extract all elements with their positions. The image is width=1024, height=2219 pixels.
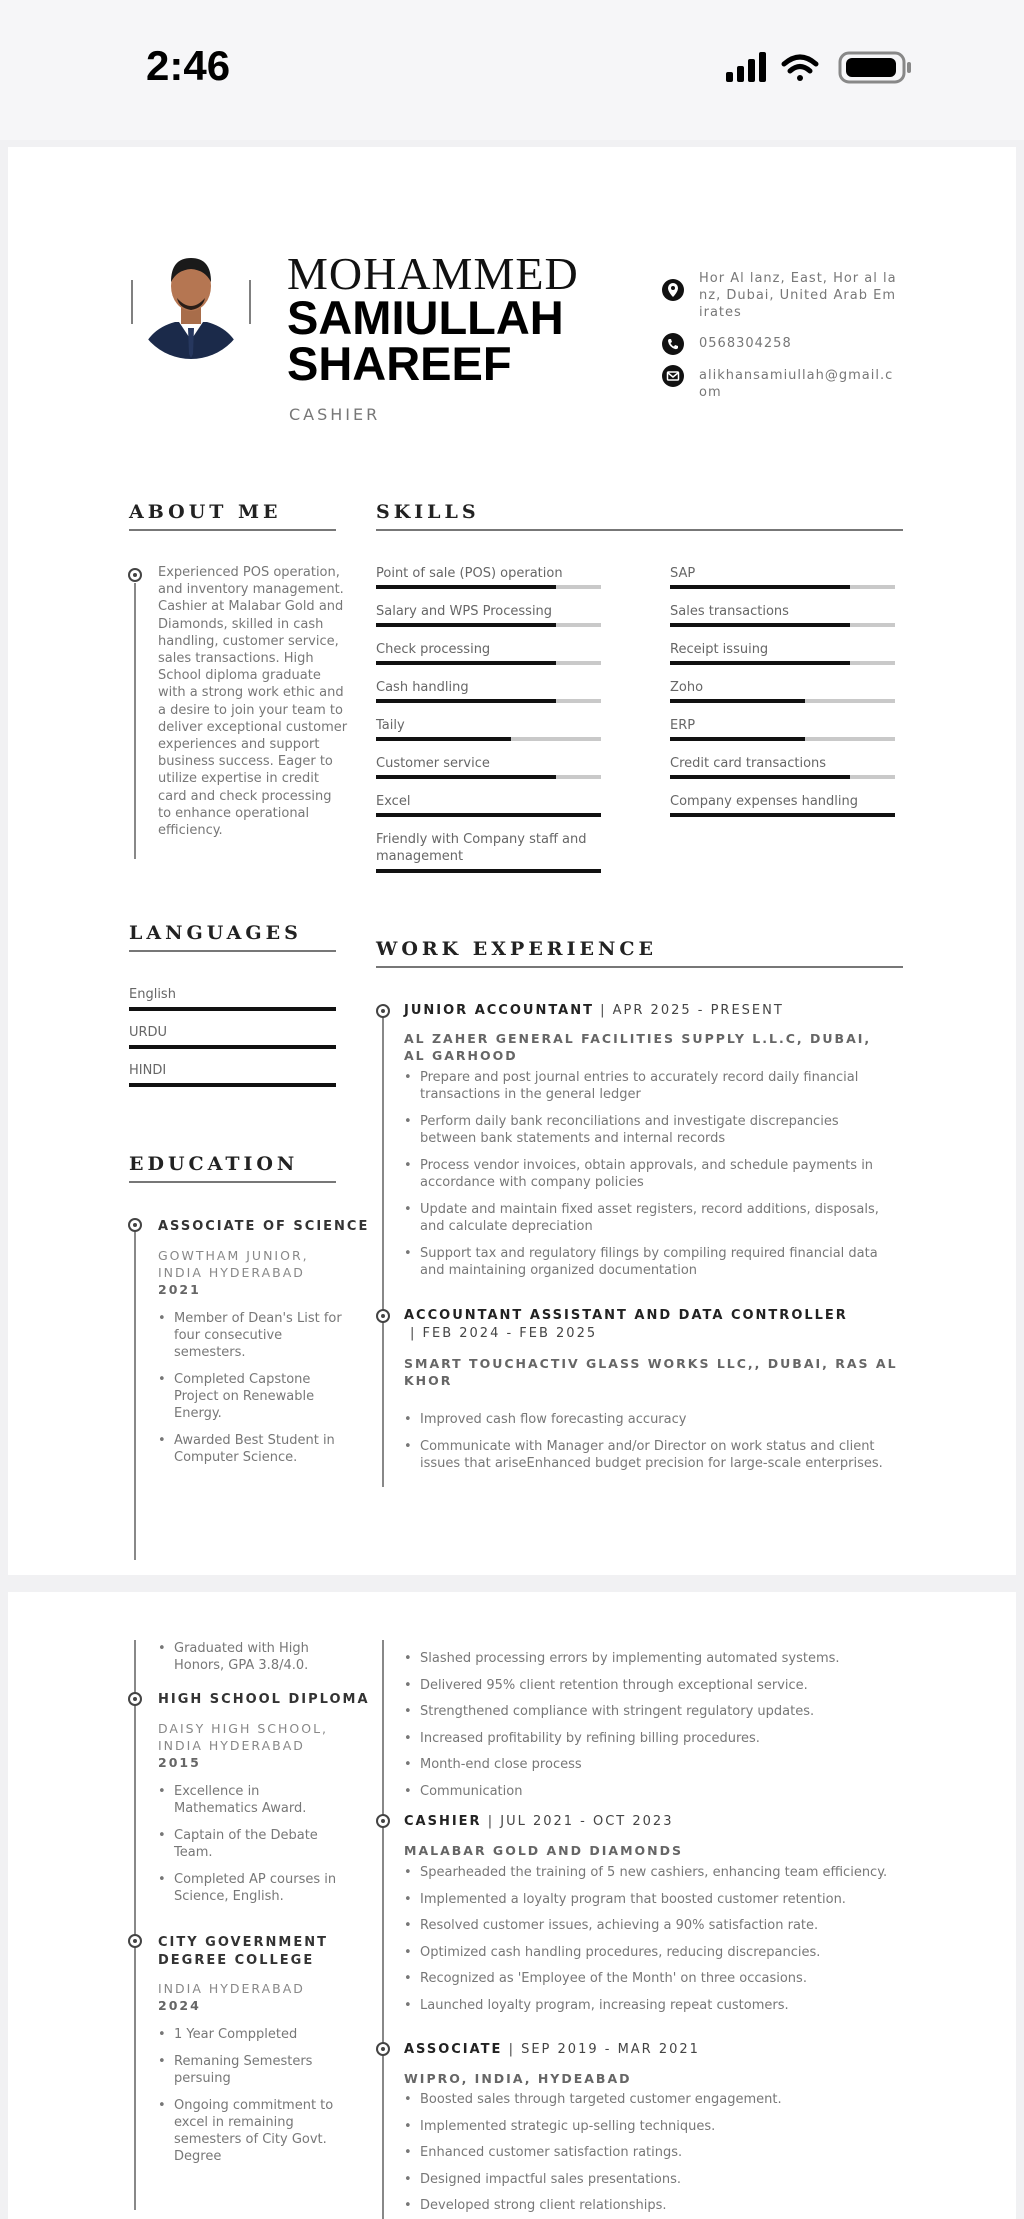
education-bullet: • Member of Dean's List for four consecutive semesters. xyxy=(158,1310,343,1361)
skill-level-bar xyxy=(376,585,601,589)
job-company: AL ZAHER GENERAL FACILITIES SUPPLY L.L.C, DUBAI, AL GARHOOD xyxy=(404,1031,872,1063)
skill-level-bar xyxy=(376,775,601,779)
battery-icon xyxy=(840,53,911,82)
job-bullets xyxy=(404,1069,894,1289)
job-company: SMART TOUCHACTIV GLASS WORKS LLC,, DUBAI, RAS AL KHOR xyxy=(404,1356,898,1388)
education-school: DAISY HIGH SCHOOL, INDIA HYDERABAD xyxy=(158,1721,329,1753)
job-bullet: • Spearheaded the training of 5 new cashiers, enhancing team efficiency. xyxy=(404,1864,914,1881)
skill-label: Credit card transactions xyxy=(670,756,827,771)
skill-label: Friendly with Company staff and management xyxy=(376,832,587,864)
skill-level-fill xyxy=(376,775,556,779)
skill-level-bar xyxy=(376,813,601,817)
job-role: JUNIOR ACCOUNTANT xyxy=(404,1003,594,1018)
language-level-bar xyxy=(129,1045,336,1049)
about-heading: ABOUT ME xyxy=(129,501,282,523)
skills-heading: SKILLS xyxy=(376,501,480,523)
skill-level-bar xyxy=(670,737,895,741)
job-role: ASSOCIATE xyxy=(404,2042,503,2057)
skill-level-bar xyxy=(376,661,601,665)
education-year: 2021 xyxy=(158,1282,201,1297)
job-bullet: • Boosted sales through targeted customer engagement. xyxy=(404,2091,894,2108)
job-bullet: • Support tax and regulatory filings by compiling required financial data and maintaining organized documentation xyxy=(404,1245,894,1279)
education-timeline-line xyxy=(134,1220,136,1560)
skill-level-bar xyxy=(376,737,601,741)
job-company: MALABAR GOLD AND DIAMONDS xyxy=(404,1843,683,1858)
job-bullet: • Prepare and post journal entries to accurately record daily financial transactions in the general ledger xyxy=(404,1069,894,1103)
education-bullet: • Completed Capstone Project on Renewable Energy. xyxy=(158,1371,343,1422)
job-bullet: • Perform daily bank reconciliations and investigate discrepancies between bank statements and internal records xyxy=(404,1113,894,1147)
skill-label: SAP xyxy=(670,566,696,581)
job-bullet: • Process vendor invoices, obtain approvals, and schedule payments in accordance with company policies xyxy=(404,1157,894,1191)
job-bullet: • Month-end close process xyxy=(404,1756,894,1773)
location-pin-icon xyxy=(662,279,684,301)
skill-level-fill xyxy=(670,813,895,817)
skill-label: Point of sale (POS) operation xyxy=(376,566,563,581)
resume-page-2 xyxy=(8,1592,1016,2219)
job-dates: JUL 2021 - OCT 2023 xyxy=(500,1814,674,1829)
first-name: MOHAMMED xyxy=(287,248,579,299)
skill-level-bar xyxy=(376,623,601,627)
status-icons xyxy=(726,50,936,86)
education-bullets xyxy=(158,2026,343,2175)
last-name-line-2: SHAREEF xyxy=(287,337,512,390)
status-bar xyxy=(0,0,1024,140)
skill-label: Cash handling xyxy=(376,680,469,695)
job-bullet: • Communicate with Manager and/or Director on work status and client issues that ariseEnhanced budget precision for large-scale enterprises. xyxy=(404,1438,904,1472)
skill-label: Zoho xyxy=(670,680,704,695)
skill-level-fill xyxy=(376,699,556,703)
language-level-bar xyxy=(129,1007,336,1011)
avatar xyxy=(131,242,251,362)
contact-phone[interactable]: 0568304258 xyxy=(699,336,792,351)
email-icon xyxy=(662,365,684,387)
skill-level-bar xyxy=(376,699,601,703)
skill-level-bar xyxy=(670,775,895,779)
skills-divider xyxy=(376,529,903,531)
language-level-bar xyxy=(129,1083,336,1087)
skill-label: Company expenses handling xyxy=(670,794,859,809)
education-bullet: • Awarded Best Student in Computer Science. xyxy=(158,1432,343,1466)
job-dates: SEP 2019 - MAR 2021 xyxy=(521,2042,700,2057)
job-bullet: • Slashed processing errors by implementing automated systems. xyxy=(404,1650,894,1667)
work-divider xyxy=(376,966,903,968)
education-title: ASSOCIATE OF SCIENCE xyxy=(158,1219,370,1234)
education-bullets xyxy=(158,1310,343,1476)
skill-level-bar xyxy=(670,813,895,817)
about-divider xyxy=(129,529,336,531)
job-role: ACCOUNTANT ASSISTANT AND DATA CONTROLLER xyxy=(404,1308,848,1323)
skill-label: Receipt issuing xyxy=(670,642,769,657)
education-heading: EDUCATION xyxy=(129,1153,299,1175)
skill-level-bar xyxy=(670,661,895,665)
language-label: HINDI xyxy=(129,1063,167,1078)
job-bullet: • Launched loyalty program, increasing repeat customers. xyxy=(404,1997,914,2014)
skill-level-fill xyxy=(670,623,850,627)
job-bullet: • Improved cash flow forecasting accuracy xyxy=(404,1411,904,1428)
skill-level-fill xyxy=(670,661,850,665)
job-bullet-icon xyxy=(376,2042,390,2056)
skill-level-fill xyxy=(376,869,601,873)
skill-level-bar xyxy=(376,869,601,873)
job-header: CASHIER | JUL 2021 - OCT 2023 xyxy=(404,1814,674,1829)
job-bullet: • Resolved customer issues, achieving a 90% satisfaction rate. xyxy=(404,1917,914,1934)
education-divider xyxy=(129,1181,336,1183)
skill-level-fill xyxy=(376,661,556,665)
job-header: JUNIOR ACCOUNTANT | APR 2025 - PRESENT xyxy=(404,1003,784,1018)
language-label: URDU xyxy=(129,1025,168,1040)
job-dates-line: | FEB 2024 - FEB 2025 xyxy=(410,1326,598,1341)
skill-label: Sales transactions xyxy=(670,604,789,619)
skill-label: Taily xyxy=(376,718,405,733)
skill-label: Customer service xyxy=(376,756,490,771)
job-bullet: • Communication xyxy=(404,1783,894,1800)
work-timeline-line xyxy=(382,1017,384,1487)
skill-level-fill xyxy=(376,737,511,741)
job-bullet-icon xyxy=(376,1814,390,1828)
education-bullet: • Completed AP courses in Science, English. xyxy=(158,1871,343,1905)
contact-address: Hor Al lanz, East, Hor al lanz, Dubai, United Arab Emirates xyxy=(699,271,897,320)
job-bullets xyxy=(404,1650,894,1809)
profile-photo xyxy=(131,242,251,362)
status-time: 2:46 xyxy=(146,42,231,89)
skill-level-fill xyxy=(670,737,805,741)
job-bullet: • Recognized as 'Employee of the Month' on three occasions. xyxy=(404,1970,914,1987)
job-bullet: • Optimized cash handling procedures, reducing discrepancies. xyxy=(404,1944,914,1961)
last-name-line-1: SAMIULLAH xyxy=(287,291,564,344)
job-bullet: • Delivered 95% client retention through exceptional service. xyxy=(404,1677,894,1694)
skill-label: Check processing xyxy=(376,642,491,657)
job-bullets xyxy=(404,1864,914,2023)
job-company: WIPRO, INDIA, HYDEABAD xyxy=(404,2071,632,2086)
job-bullets xyxy=(404,1411,904,1482)
education-bullet: • 1 Year Comppleted xyxy=(158,2026,343,2043)
skill-level-fill xyxy=(376,585,556,589)
education-title: HIGH SCHOOL DIPLOMA xyxy=(158,1692,370,1707)
job-header xyxy=(404,1308,848,1323)
about-text: Experienced POS operation, and inventory management. Cashier at Malabar Gold and Diamonds, skilled in cash handling, customer service, sales transactions. High School diploma graduate with a strong work ethic and a desire to join your team to deliver exceptional customer experiences and support business success. Eager to utilize expertise in credit card and check processing to enhance operational efficiency. xyxy=(158,565,348,839)
education-bullet: • Ongoing commitment to excel in remaining semesters of City Govt. Degree xyxy=(158,2097,343,2165)
skill-label: Excel xyxy=(376,794,411,809)
about-bullet-icon xyxy=(128,568,142,582)
education-year: 2024 xyxy=(158,1998,201,2013)
job-bullet: • Increased profitability by refining billing procedures. xyxy=(404,1730,894,1747)
education-bullet: • Remaning Semesters persuing xyxy=(158,2053,343,2087)
education-bullets xyxy=(158,1640,343,1684)
job-bullet: • Implemented a loyalty program that boosted customer retention. xyxy=(404,1891,914,1908)
education-school: GOWTHAM JUNIOR, INDIA HYDERABAD xyxy=(158,1248,309,1280)
skill-level-fill xyxy=(670,585,850,589)
education-bullets xyxy=(158,1783,343,1915)
education-bullet-icon xyxy=(128,1692,142,1706)
skill-level-bar xyxy=(670,699,895,703)
education-bullet: • Excellence in Mathematics Award. xyxy=(158,1783,343,1817)
education-bullet-icon xyxy=(128,1934,142,1948)
education-school: INDIA HYDERABAD xyxy=(158,1981,305,1996)
languages-divider xyxy=(129,950,336,952)
job-dates: APR 2025 - PRESENT xyxy=(612,1003,784,1018)
languages-heading: LANGUAGES xyxy=(129,922,302,944)
contact-email[interactable]: alikhansamiullah@gmail.com xyxy=(699,368,894,400)
skill-level-bar xyxy=(670,585,895,589)
education-year: 2015 xyxy=(158,1755,201,1770)
skill-level-fill xyxy=(670,775,850,779)
job-header: ASSOCIATE | SEP 2019 - MAR 2021 xyxy=(404,2042,700,2057)
job-bullet-icon xyxy=(376,1309,390,1323)
education-timeline-line xyxy=(134,1640,136,2210)
job-bullet: • Enhanced customer satisfaction ratings. xyxy=(404,2144,894,2161)
phone-icon xyxy=(662,333,684,355)
skill-level-bar xyxy=(670,623,895,627)
work-timeline-line xyxy=(382,1640,384,2219)
education-bullet: • Graduated with High Honors, GPA 3.8/4.0. xyxy=(158,1640,343,1674)
work-heading: WORK EXPERIENCE xyxy=(376,938,657,960)
job-bullet: • Developed strong client relationships. xyxy=(404,2197,894,2214)
job-dates: FEB 2024 - FEB 2025 xyxy=(422,1326,598,1341)
education-bullet-icon xyxy=(128,1218,142,1232)
job-bullet: • Implemented strategic up-selling techniques. xyxy=(404,2118,894,2135)
job-bullets xyxy=(404,2091,894,2219)
job-bullet: • Designed impactful sales presentations. xyxy=(404,2171,894,2188)
resume-page-1 xyxy=(8,147,1016,1575)
language-label: English xyxy=(129,987,176,1002)
skill-label: ERP xyxy=(670,718,696,733)
job-bullet: • Strengthened compliance with stringent regulatory updates. xyxy=(404,1703,894,1720)
education-bullet: • Captain of the Debate Team. xyxy=(158,1827,343,1861)
about-timeline-line xyxy=(134,583,136,859)
job-bullet-icon xyxy=(376,1004,390,1018)
skill-level-fill xyxy=(670,699,805,703)
cellular-signal-icon xyxy=(726,52,766,82)
job-title: CASHIER xyxy=(289,405,381,424)
wifi-icon xyxy=(784,57,816,81)
education-title: CITY GOVERNMENT DEGREE COLLEGE xyxy=(158,1935,328,1968)
job-bullet: • Update and maintain fixed asset registers, record additions, disposals, and calculate depreciation xyxy=(404,1201,894,1235)
job-role: CASHIER xyxy=(404,1814,482,1829)
last-name xyxy=(287,291,647,390)
skill-level-fill xyxy=(376,813,601,817)
skill-label: Salary and WPS Processing xyxy=(376,604,553,619)
skill-level-fill xyxy=(376,623,556,627)
